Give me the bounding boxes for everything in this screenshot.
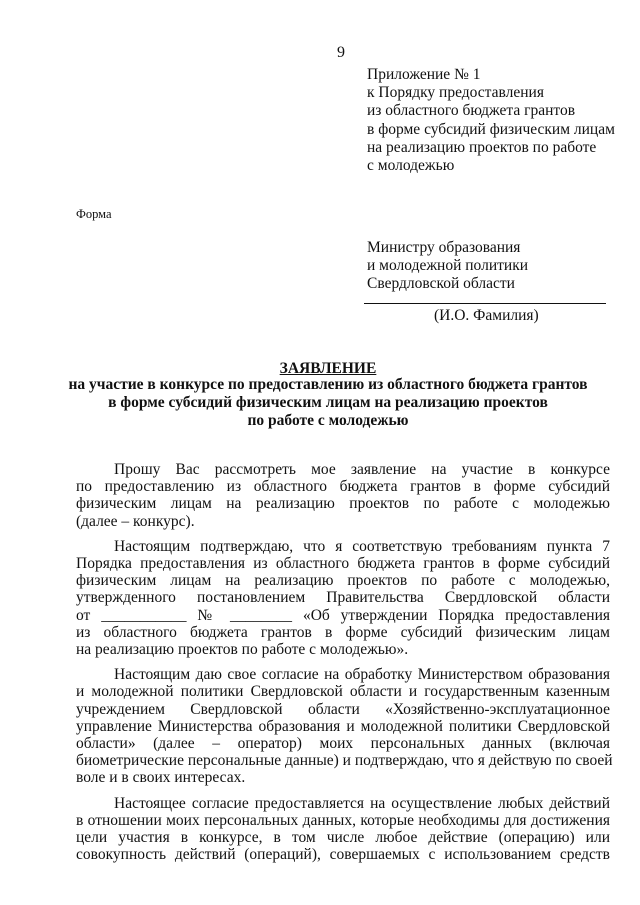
paragraph — [76, 538, 610, 658]
paragraph-line: Настоящее согласие предоставляется на осуществление любых действий — [114, 794, 610, 812]
subtitle-line: по работе с молодежью — [247, 412, 409, 429]
addressee-line: и молодежной политики — [367, 257, 529, 275]
paragraph-line: Порядка предоставления из областного бюджета грантов в форме субсидий — [76, 555, 610, 573]
appendix-line: из областного бюджета грантов — [367, 102, 576, 120]
paragraph-line: Прошу Вас рассмотреть мое заявление на участие в конкурсе — [114, 461, 610, 478]
paragraph-line: управление Министерства образования и молодежной политики Свердловской — [76, 717, 610, 735]
paragraph — [76, 461, 610, 530]
signature-line — [364, 303, 606, 304]
addressee-line: Свердловской области — [367, 275, 515, 293]
form-label: Форма — [76, 207, 112, 221]
paragraph-line: совокупность действий (операций), совершаемых с использованием средств — [76, 846, 610, 864]
paragraph-line: утвержденного постановлением Правительства Свердловской области — [76, 589, 610, 607]
paragraph-line: (далее – конкурс). — [76, 512, 195, 530]
paragraph — [76, 795, 610, 864]
document-title: ЗАЯВЛЕНИЕ — [279, 360, 377, 377]
document-body — [76, 461, 613, 871]
appendix-line: в форме субсидий физическим лицам — [367, 120, 615, 138]
paragraph-line: учреждением Свердловской области «Хозяйственно-эксплуатационное — [76, 700, 610, 718]
subtitle-line: на участие в конкурсе по предоставлению из областного бюджета грантов — [68, 376, 588, 393]
subtitle-line: в форме субсидий физическим лицам на реализацию проектов — [108, 394, 548, 411]
paragraph — [76, 666, 613, 787]
appendix-line: с молодежью — [367, 157, 455, 175]
paragraph-line: и молодежной политики Свердловской области и государственным казенным — [76, 683, 610, 701]
appendix-block — [367, 66, 615, 175]
paragraph-line: от ___________ № ________ «Об утверждении Порядка предоставления — [76, 606, 610, 624]
addressee-block — [367, 239, 528, 294]
document-subtitle — [0, 376, 640, 430]
paragraph-line: на реализацию проектов по работе с молодежью». — [76, 641, 409, 659]
paragraph-line: в отношении моих персональных данных, которые необходимы для достижения — [76, 811, 610, 829]
paragraph-line: Настоящим даю свое согласие на обработку Министерством образования — [114, 666, 610, 684]
paragraph-line: из областного бюджета грантов в форме субсидий физическим лицам — [76, 623, 610, 641]
paragraph-line: цели участия в конкурсе, в том числе любое действие (операцию) или — [76, 829, 610, 847]
paragraph-line: области» (далее – оператор) моих персональных данных (включая — [76, 735, 610, 753]
addressee-line: Министру образования — [367, 239, 521, 256]
paragraph-line: по предоставлению из областного бюджета грантов в форме субсидий — [76, 478, 610, 496]
paragraph-line: физическим лицам на реализацию проектов по работе с молодежью — [76, 495, 610, 513]
appendix-line: на реализацию проектов по работе — [367, 138, 597, 156]
paragraph-line: Настоящим подтверждаю, что я соответствую требованиям пункта 7 — [114, 537, 610, 555]
paragraph-line: физическим лицам на реализацию проектов по работе с молодежью, — [76, 572, 610, 590]
signature-caption: (И.О. Фамилия) — [434, 307, 539, 324]
appendix-line: к Порядку предоставления — [367, 84, 544, 102]
appendix-line: Приложение № 1 — [367, 66, 481, 83]
page-number: 9 — [337, 44, 345, 61]
paragraph-line: биометрические персональные данные) и подтверждаю, что я действую по своей — [76, 752, 613, 770]
paragraph-line: воле и в своих интересах. — [76, 769, 246, 787]
